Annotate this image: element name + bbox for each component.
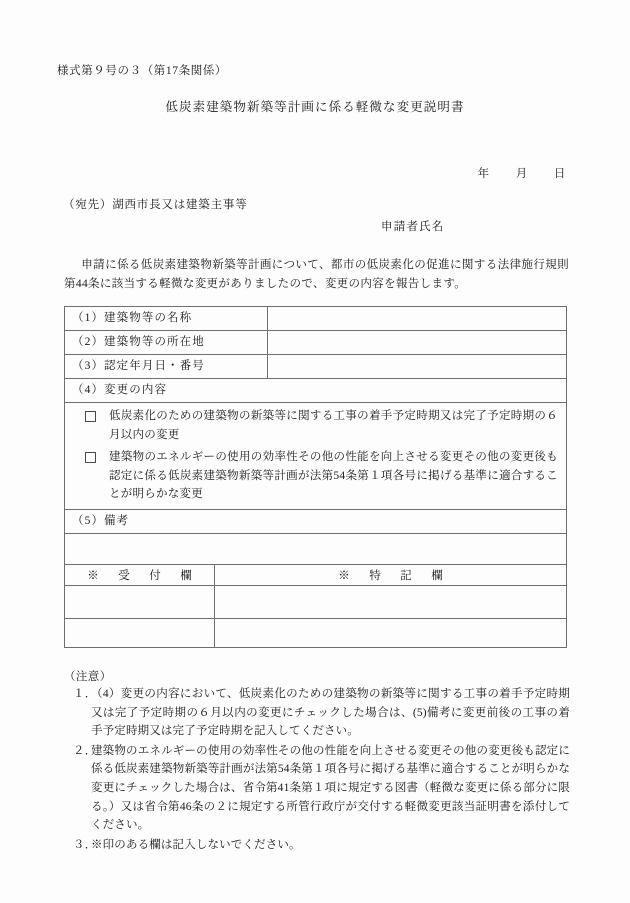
- special-notes-column-body: [215, 586, 567, 648]
- reception-column-header: ※ 受 付 欄: [65, 565, 215, 586]
- date-line: [478, 165, 566, 181]
- note-text-2: 建築物のエネルギーの使用の効率性その他の性能を向上させる変更その他の変更後も認定に係る低炭素建築物新築等計画が法第54条第１項各号に掲げる基準に適合することが明らかな変更にチェックした場合は、省令第41条第１項に規定する図書（軽微な変更に係る部分に限る。）又は省令第46条の２に規定する所管行政庁が交付する軽微変更該当証明書を添付してください。: [91, 744, 570, 832]
- table-row: [65, 307, 567, 331]
- table-row: [65, 379, 567, 403]
- table-row: [65, 355, 567, 379]
- note-number-2: ２．: [73, 744, 97, 757]
- notes-section: [64, 668, 570, 854]
- applicant-name-label: 申請者氏名: [381, 221, 445, 233]
- table-row: [65, 403, 567, 510]
- row-value-address[interactable]: [268, 331, 567, 355]
- change-section-header: （4）変更の内容: [65, 379, 567, 403]
- row-label-address: （2）建築物等の所在地: [65, 331, 268, 355]
- note-text-1: （4）変更の内容において、低炭素化のための建築物の新築等に関する工事の着手予定時期又は完了予定時期の６月以内の変更にチェックした場合は、(5)備考に変更前後の工事の着手予定時期又は完了予定時期を記入してください。: [91, 688, 570, 738]
- notes-title: （注意）: [64, 671, 112, 683]
- form-number: 様式第９号の３（第17条関係）: [57, 65, 227, 77]
- reception-column-body: [65, 586, 215, 648]
- table-row: [65, 509, 567, 533]
- row-label-certification: （3）認定年月日・番号: [65, 355, 268, 379]
- addressee-line: （宛先）湖西市長又は建築主事等: [63, 199, 248, 211]
- list-item: [64, 742, 570, 835]
- table-row: [65, 331, 567, 355]
- date-year-label: 年: [477, 168, 490, 180]
- checkbox-icon[interactable]: [85, 411, 96, 422]
- body-paragraph: 申請に係る低炭素建築物新築等計画について、都市の低炭素化の促進に関する法律施行規則第44条に該当する軽微な変更がありましたので、変更の内容を報告します。: [64, 259, 569, 290]
- table-row: [65, 565, 567, 586]
- page-title: 低炭素建築物新築等計画に係る軽微な変更説明書: [165, 100, 465, 114]
- date-month-label: 月: [515, 168, 528, 180]
- checkbox-option-schedule-label: 低炭素化のための建築物の新築等に関する工事の着手予定時期又は完了予定時期の６月以内の変更: [109, 410, 558, 441]
- special-notes-column-header: ※ 特 記 欄: [215, 565, 567, 586]
- row-value-name[interactable]: [268, 307, 567, 331]
- list-item: [64, 685, 570, 741]
- checkbox-option-performance-label: 建築物のエネルギーの使用の効率性その他の性能を向上させる変更その他の変更後も認定に係る低炭素建築物新築等計画が法第54条第１項各号に掲げる基準に適合することが明らかな変更: [109, 451, 558, 500]
- note-number-1: １．: [73, 688, 97, 700]
- official-use-table: [64, 564, 567, 648]
- list-item: [64, 836, 570, 855]
- row-value-certification[interactable]: [268, 355, 567, 379]
- table-row: [65, 586, 567, 648]
- row-label-name: （1）建築物等の名称: [65, 307, 268, 331]
- checkbox-option-schedule[interactable]: [73, 407, 558, 444]
- note-number-3: ３．: [73, 838, 97, 851]
- date-day-label: 日: [553, 168, 566, 180]
- remarks-section-header: （5）備考: [65, 509, 567, 533]
- note-text-3: ※印のある欄は記入しないでください。: [91, 838, 301, 851]
- checkbox-option-performance[interactable]: [73, 448, 558, 504]
- checkbox-icon[interactable]: [85, 452, 96, 463]
- change-section-body: [65, 403, 567, 510]
